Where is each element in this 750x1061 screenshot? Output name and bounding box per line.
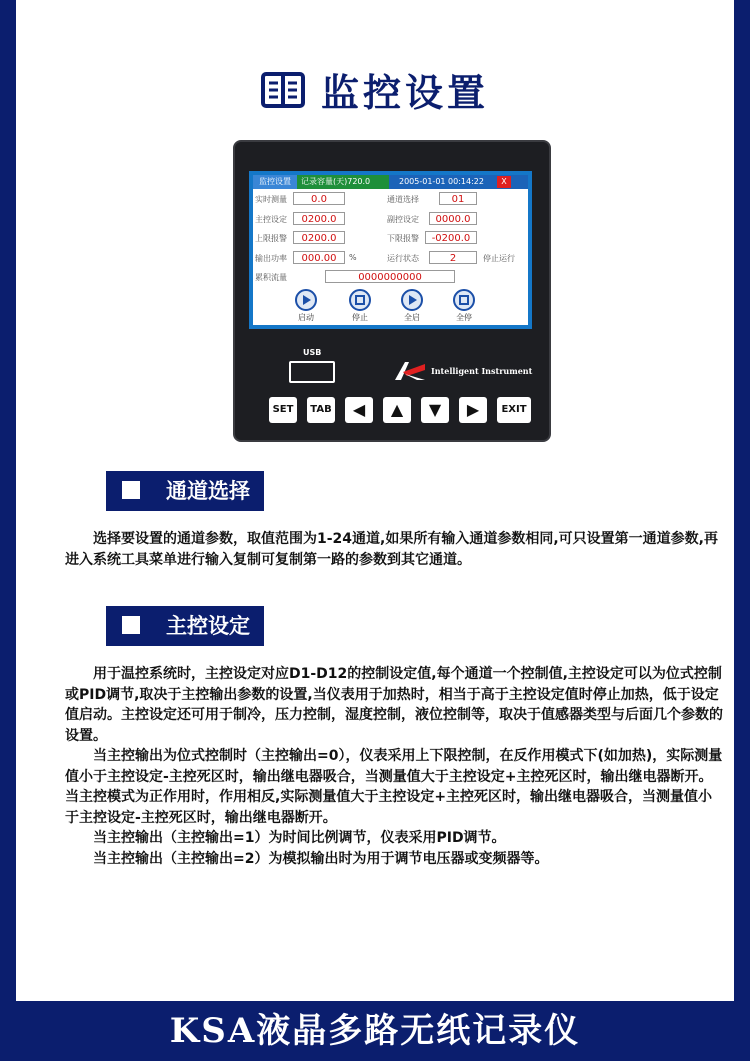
set-key[interactable]: SET [269, 397, 297, 423]
upper-alarm-value[interactable]: 0200.0 [293, 231, 345, 244]
stop-all-label: 全停 [456, 313, 472, 322]
right-key[interactable]: ▶ [459, 397, 487, 423]
section-heading-channel [106, 471, 264, 511]
square-icon [122, 616, 140, 634]
status-text: 停止运行 [483, 254, 515, 263]
status-label: 运行状态 [387, 254, 419, 263]
status-value: 2 [429, 251, 477, 264]
paragraph: 当主控输出（主控输出=1）为时间比例调节，仪表采用PID调节。 [93, 830, 506, 846]
record-capacity: 记录容量(天)720.0 [297, 175, 389, 189]
screen-topbar [253, 175, 528, 189]
square-icon [122, 481, 140, 499]
tab-key[interactable]: TAB [307, 397, 335, 423]
paragraph: 选择要设置的通道参数，取值范围为1-24通道,如果所有输入通道参数相同,可只设置第一通道参数,再进入系统工具菜单进行输入复制可复制第一路的参数到其它通道。 [65, 531, 718, 568]
header [16, 62, 734, 117]
section-body-channel [65, 529, 725, 570]
main-label: 主控设定 [255, 215, 287, 224]
realtime-value: 0.0 [293, 192, 345, 205]
paragraph: 当主控输出为位式控制时（主控输出=0），仪表采用上下限控制，在反作用模式下(如加热)，实际测量值小于主控设定-主控死区时，输出继电器吸合，当测量值大于主控设定+主控死区时，输出继电器断开。当主控模式为正作用时，作用相反,实际测量值大于主控设定+主控死区时，输出继电器吸合，当测量值小于主控设定-主控死区时，输出继电器断开。 [65, 748, 723, 826]
stop-button[interactable] [349, 289, 371, 311]
brand-logo [395, 362, 545, 380]
channel-value[interactable]: 01 [439, 192, 477, 205]
main-value[interactable]: 0200.0 [293, 212, 345, 225]
tab-monitor-settings[interactable]: 监控设置 [253, 175, 297, 189]
lower-alarm-label: 下限报警 [387, 234, 419, 243]
upper-alarm-label: 上限报警 [255, 234, 287, 243]
section-body-main-control [65, 664, 725, 869]
section-title: 主控设定 [166, 614, 250, 638]
stop-label: 停止 [352, 313, 368, 322]
power-value: 000.00 [293, 251, 345, 264]
play-icon [297, 291, 315, 309]
play-icon [403, 291, 421, 309]
stop-icon [351, 291, 369, 309]
start-all-button[interactable] [401, 289, 423, 311]
down-key[interactable]: ▼ [421, 397, 449, 423]
power-unit: % [349, 253, 357, 262]
datetime-display: 2005-01-01 00:14:22 [399, 177, 484, 186]
stop-icon [455, 291, 473, 309]
book-icon [261, 70, 305, 110]
sub-label: 副控设定 [387, 215, 419, 224]
start-all-label: 全启 [404, 313, 420, 322]
section-title: 通道选择 [166, 479, 250, 503]
device-screen [249, 171, 532, 329]
paragraph: 当主控输出（主控输出=2）为模拟输出时为用于调节电压器或变频器等。 [93, 850, 549, 867]
paragraph: 用于温控系统时，主控设定对应D1-D12的控制设定值,每个通道一个控制值,主控设定可以为位式控制或PID调节,取决于主控输出参数的设置,当仪表用于加热时，相当于高于主控设定值时停止加热，低于设定值启动。主控设定还可用于制冷，压力控制，湿度控制，液位控制等，取决于值感器类型与后面几个参数的设置。 [65, 666, 723, 744]
page-title: 监控设置 [320, 71, 489, 115]
usb-port [289, 361, 335, 383]
brand-logo-icon [395, 362, 425, 380]
up-key[interactable]: ▲ [383, 397, 411, 423]
power-label: 输出功率 [255, 254, 287, 263]
total-flow-label: 累积流量 [255, 273, 287, 282]
usb-label: USB [303, 348, 322, 357]
section-heading-main-control [106, 606, 264, 646]
sub-value[interactable]: 0000.0 [429, 212, 477, 225]
exit-key[interactable]: EXIT [497, 397, 531, 423]
stop-all-button[interactable] [453, 289, 475, 311]
total-flow-value: 0000000000 [325, 270, 455, 283]
footer-banner: KSA液晶多路无纸记录仪 [0, 1001, 750, 1060]
left-key[interactable]: ◀ [345, 397, 373, 423]
page-sheet [16, 0, 734, 1001]
start-button[interactable] [295, 289, 317, 311]
start-label: 启动 [298, 313, 314, 322]
brand-text: Intelligent Instrument [431, 366, 533, 376]
recorder-device [233, 140, 551, 442]
realtime-label: 实时测量 [255, 195, 287, 204]
close-button[interactable]: X [497, 176, 511, 188]
channel-label: 通道选择 [387, 195, 419, 204]
lower-alarm-value[interactable]: -0200.0 [425, 231, 477, 244]
